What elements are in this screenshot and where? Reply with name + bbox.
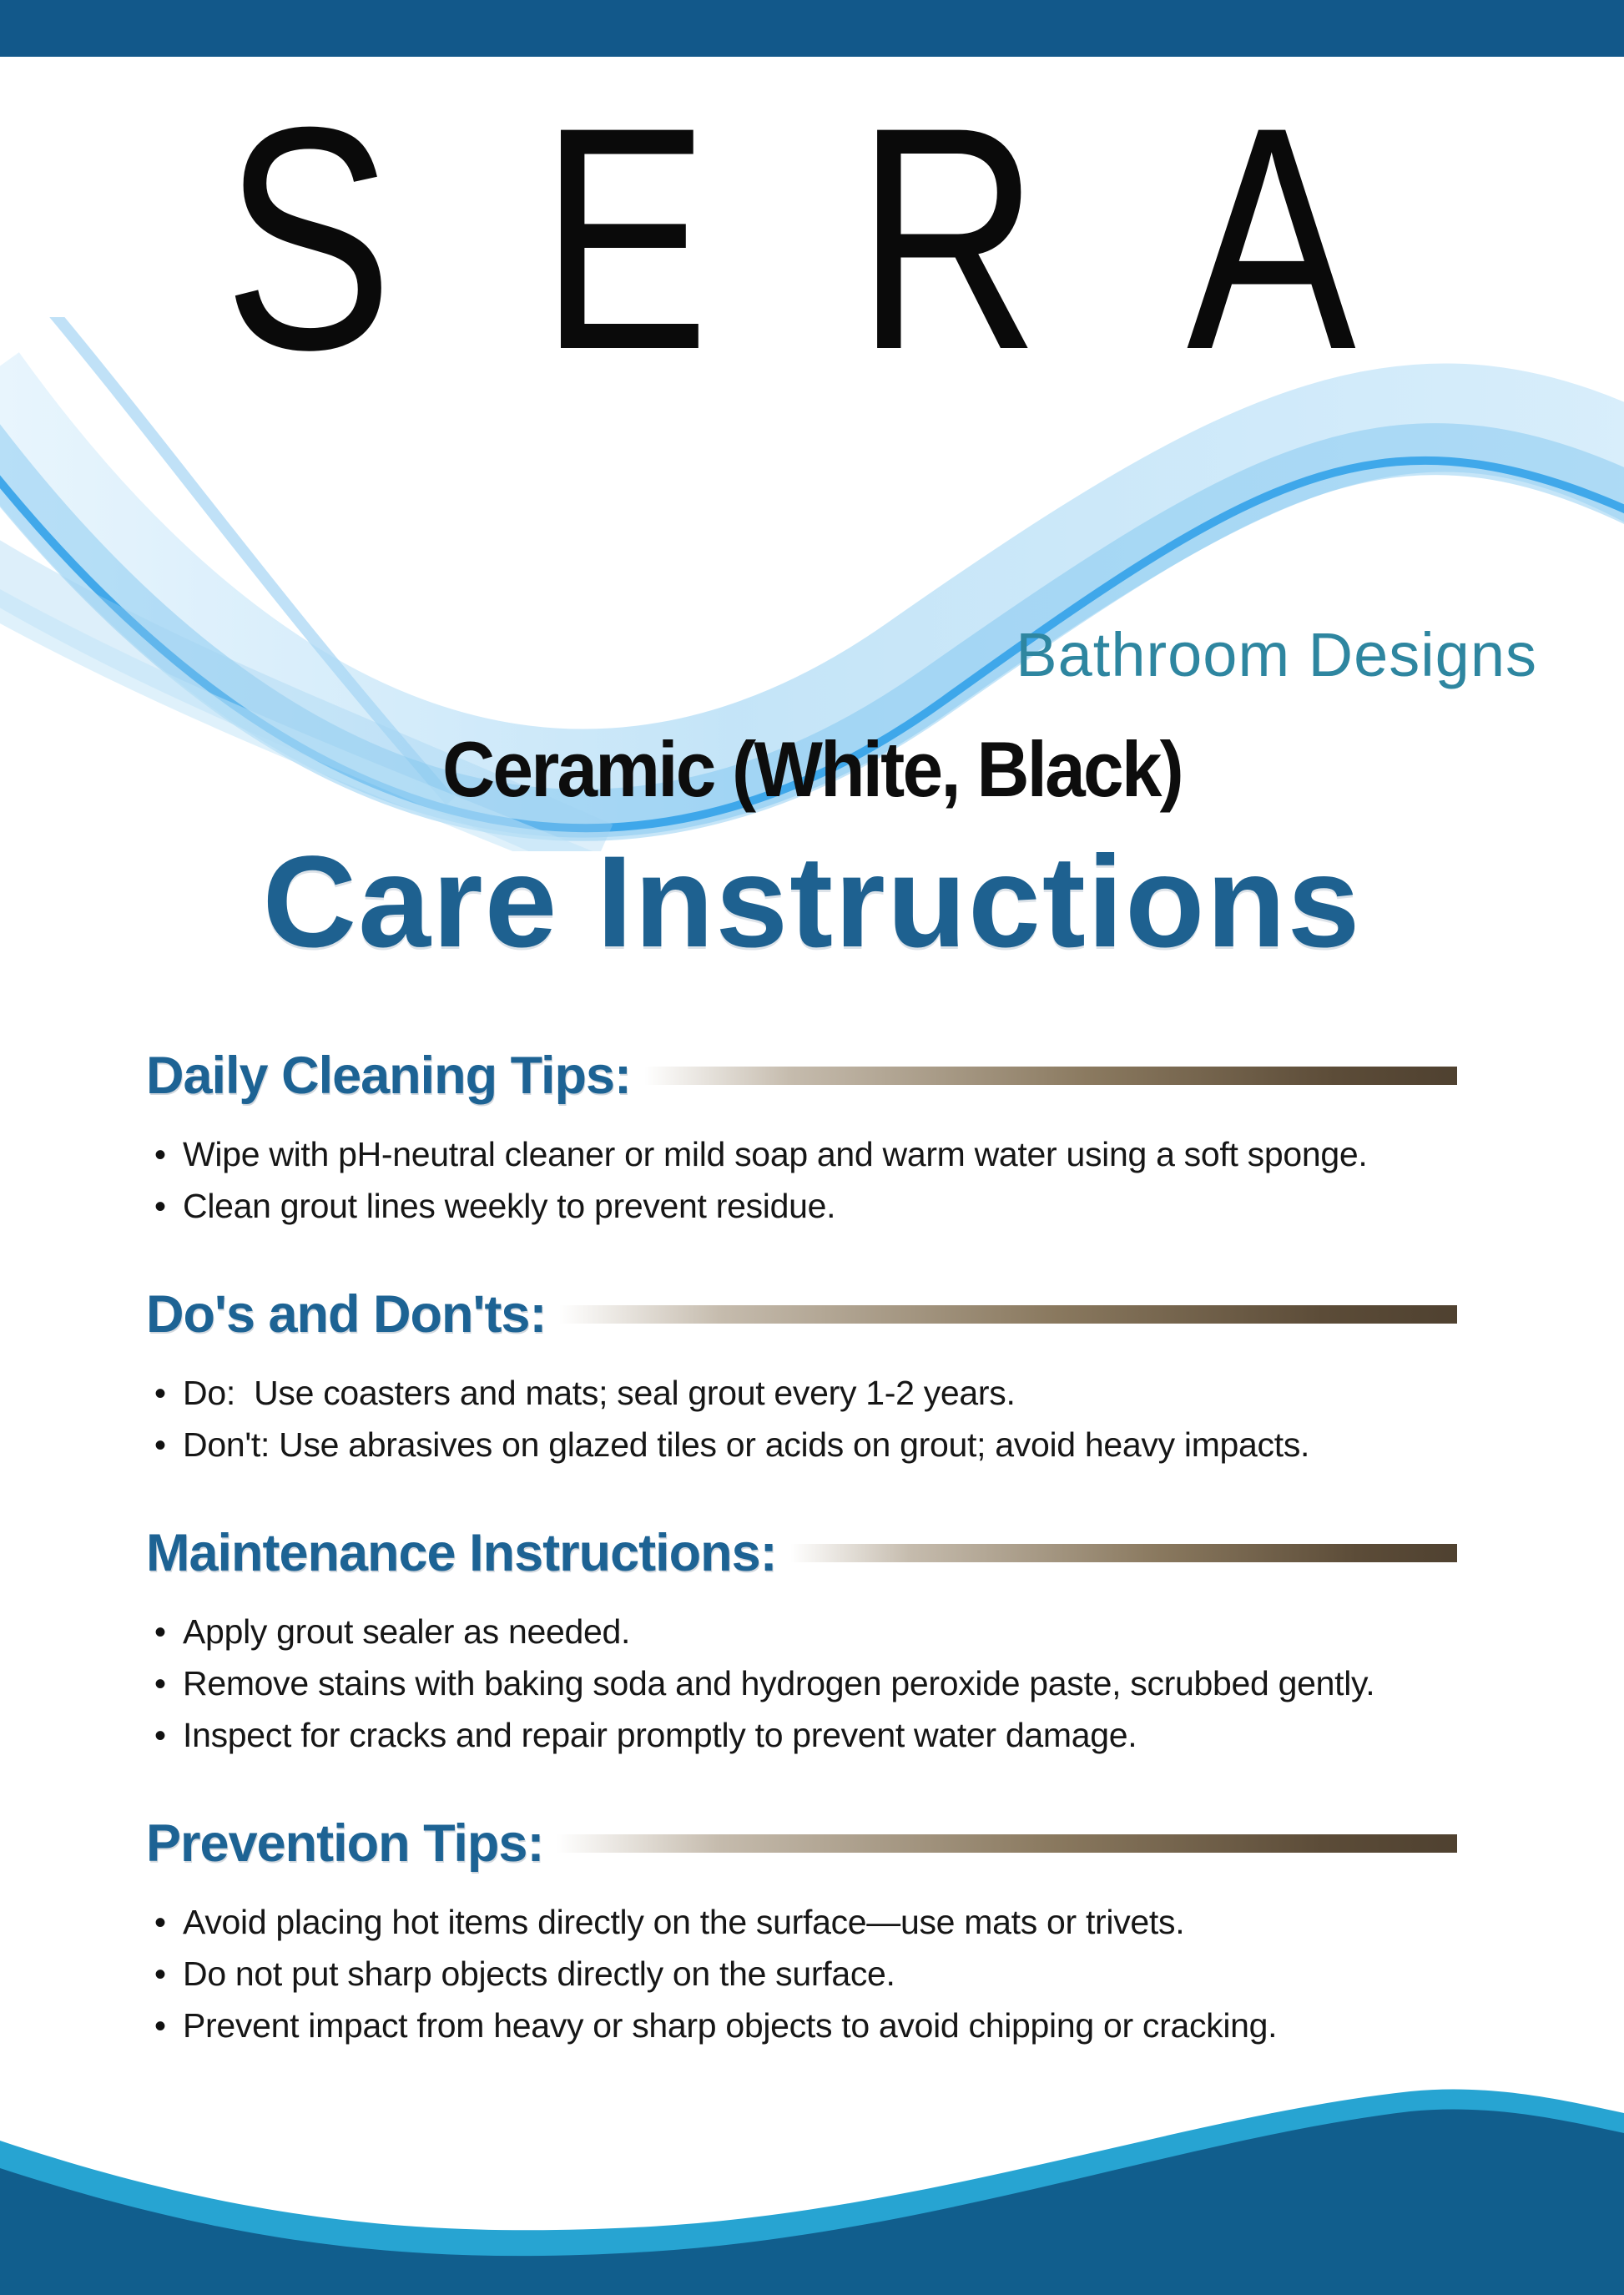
section-divider-bar (644, 1067, 1457, 1085)
care-section (0, 1280, 1624, 1477)
care-section (0, 1042, 1624, 1238)
bullet-item (0, 1664, 1624, 1716)
bullet-item (0, 1187, 1624, 1238)
bullet-item (0, 1612, 1624, 1664)
section-heading: Prevention Tips: (146, 1814, 544, 1873)
section-divider-bar (557, 1834, 1457, 1853)
bullet-text: Clean grout lines weekly to prevent residue. (183, 1187, 836, 1225)
bullet-text: Prevent impact from heavy or sharp objects to avoid chipping or cracking. (183, 2006, 1278, 2045)
bullet-item (0, 1425, 1624, 1477)
bullet-icon (154, 1614, 166, 1652)
bullet-icon (154, 1717, 166, 1755)
bullet-text: Do: Use coasters and mats; seal grout every 1-2 years. (183, 1374, 1016, 1412)
bullet-icon (154, 1427, 166, 1465)
section-heading: Daily Cleaning Tips: (146, 1047, 631, 1105)
bullet-text: Remove stains with baking soda and hydrogen peroxide paste, scrubbed gently. (183, 1664, 1375, 1702)
brand-logo: SERA (224, 61, 1504, 416)
bullet-text: Avoid placing hot items directly on the surface—use mats or trivets. (183, 1903, 1185, 1941)
section-divider-bar (790, 1544, 1457, 1562)
bullet-text: Wipe with pH-neutral cleaner or mild soap and warm water using a soft sponge. (183, 1135, 1368, 1173)
bullet-icon (154, 1375, 166, 1413)
bullet-icon (154, 1904, 166, 1942)
page-title: Care Instructions (262, 830, 1362, 975)
section-heading-row (0, 1809, 1624, 1878)
section-heading: Maintenance Instructions: (146, 1524, 777, 1582)
bullet-list (0, 1612, 1624, 1768)
bullet-icon (154, 1666, 166, 1703)
section-heading-row (0, 1519, 1624, 1587)
bullet-item (0, 1135, 1624, 1187)
top-border-bar (0, 0, 1624, 57)
bullet-list (0, 1374, 1624, 1477)
care-section (0, 1519, 1624, 1768)
bullet-list (0, 1135, 1624, 1238)
section-heading: Do's and Don'ts: (146, 1285, 547, 1344)
section-divider-bar (559, 1305, 1457, 1324)
bullet-text: Inspect for cracks and repair promptly to prevent water damage. (183, 1716, 1137, 1754)
product-subtitle: Ceramic (White, Black) (442, 725, 1182, 813)
bullet-text: Don't: Use abrasives on glazed tiles or acids on grout; avoid heavy impacts. (183, 1425, 1310, 1464)
brand-tagline: Bathroom Designs (1016, 620, 1537, 689)
bullet-item (0, 1374, 1624, 1425)
bullet-icon (154, 1137, 166, 1174)
bullet-text: Apply grout sealer as needed. (183, 1612, 631, 1651)
footer-wave-graphic (0, 1944, 1624, 2295)
sections (0, 1042, 1624, 2100)
bullet-item (0, 1716, 1624, 1768)
bullet-icon (154, 1188, 166, 1226)
bullet-text: Do not put sharp objects directly on the surface. (183, 1955, 895, 1993)
section-heading-row (0, 1042, 1624, 1110)
section-heading-row (0, 1280, 1624, 1349)
